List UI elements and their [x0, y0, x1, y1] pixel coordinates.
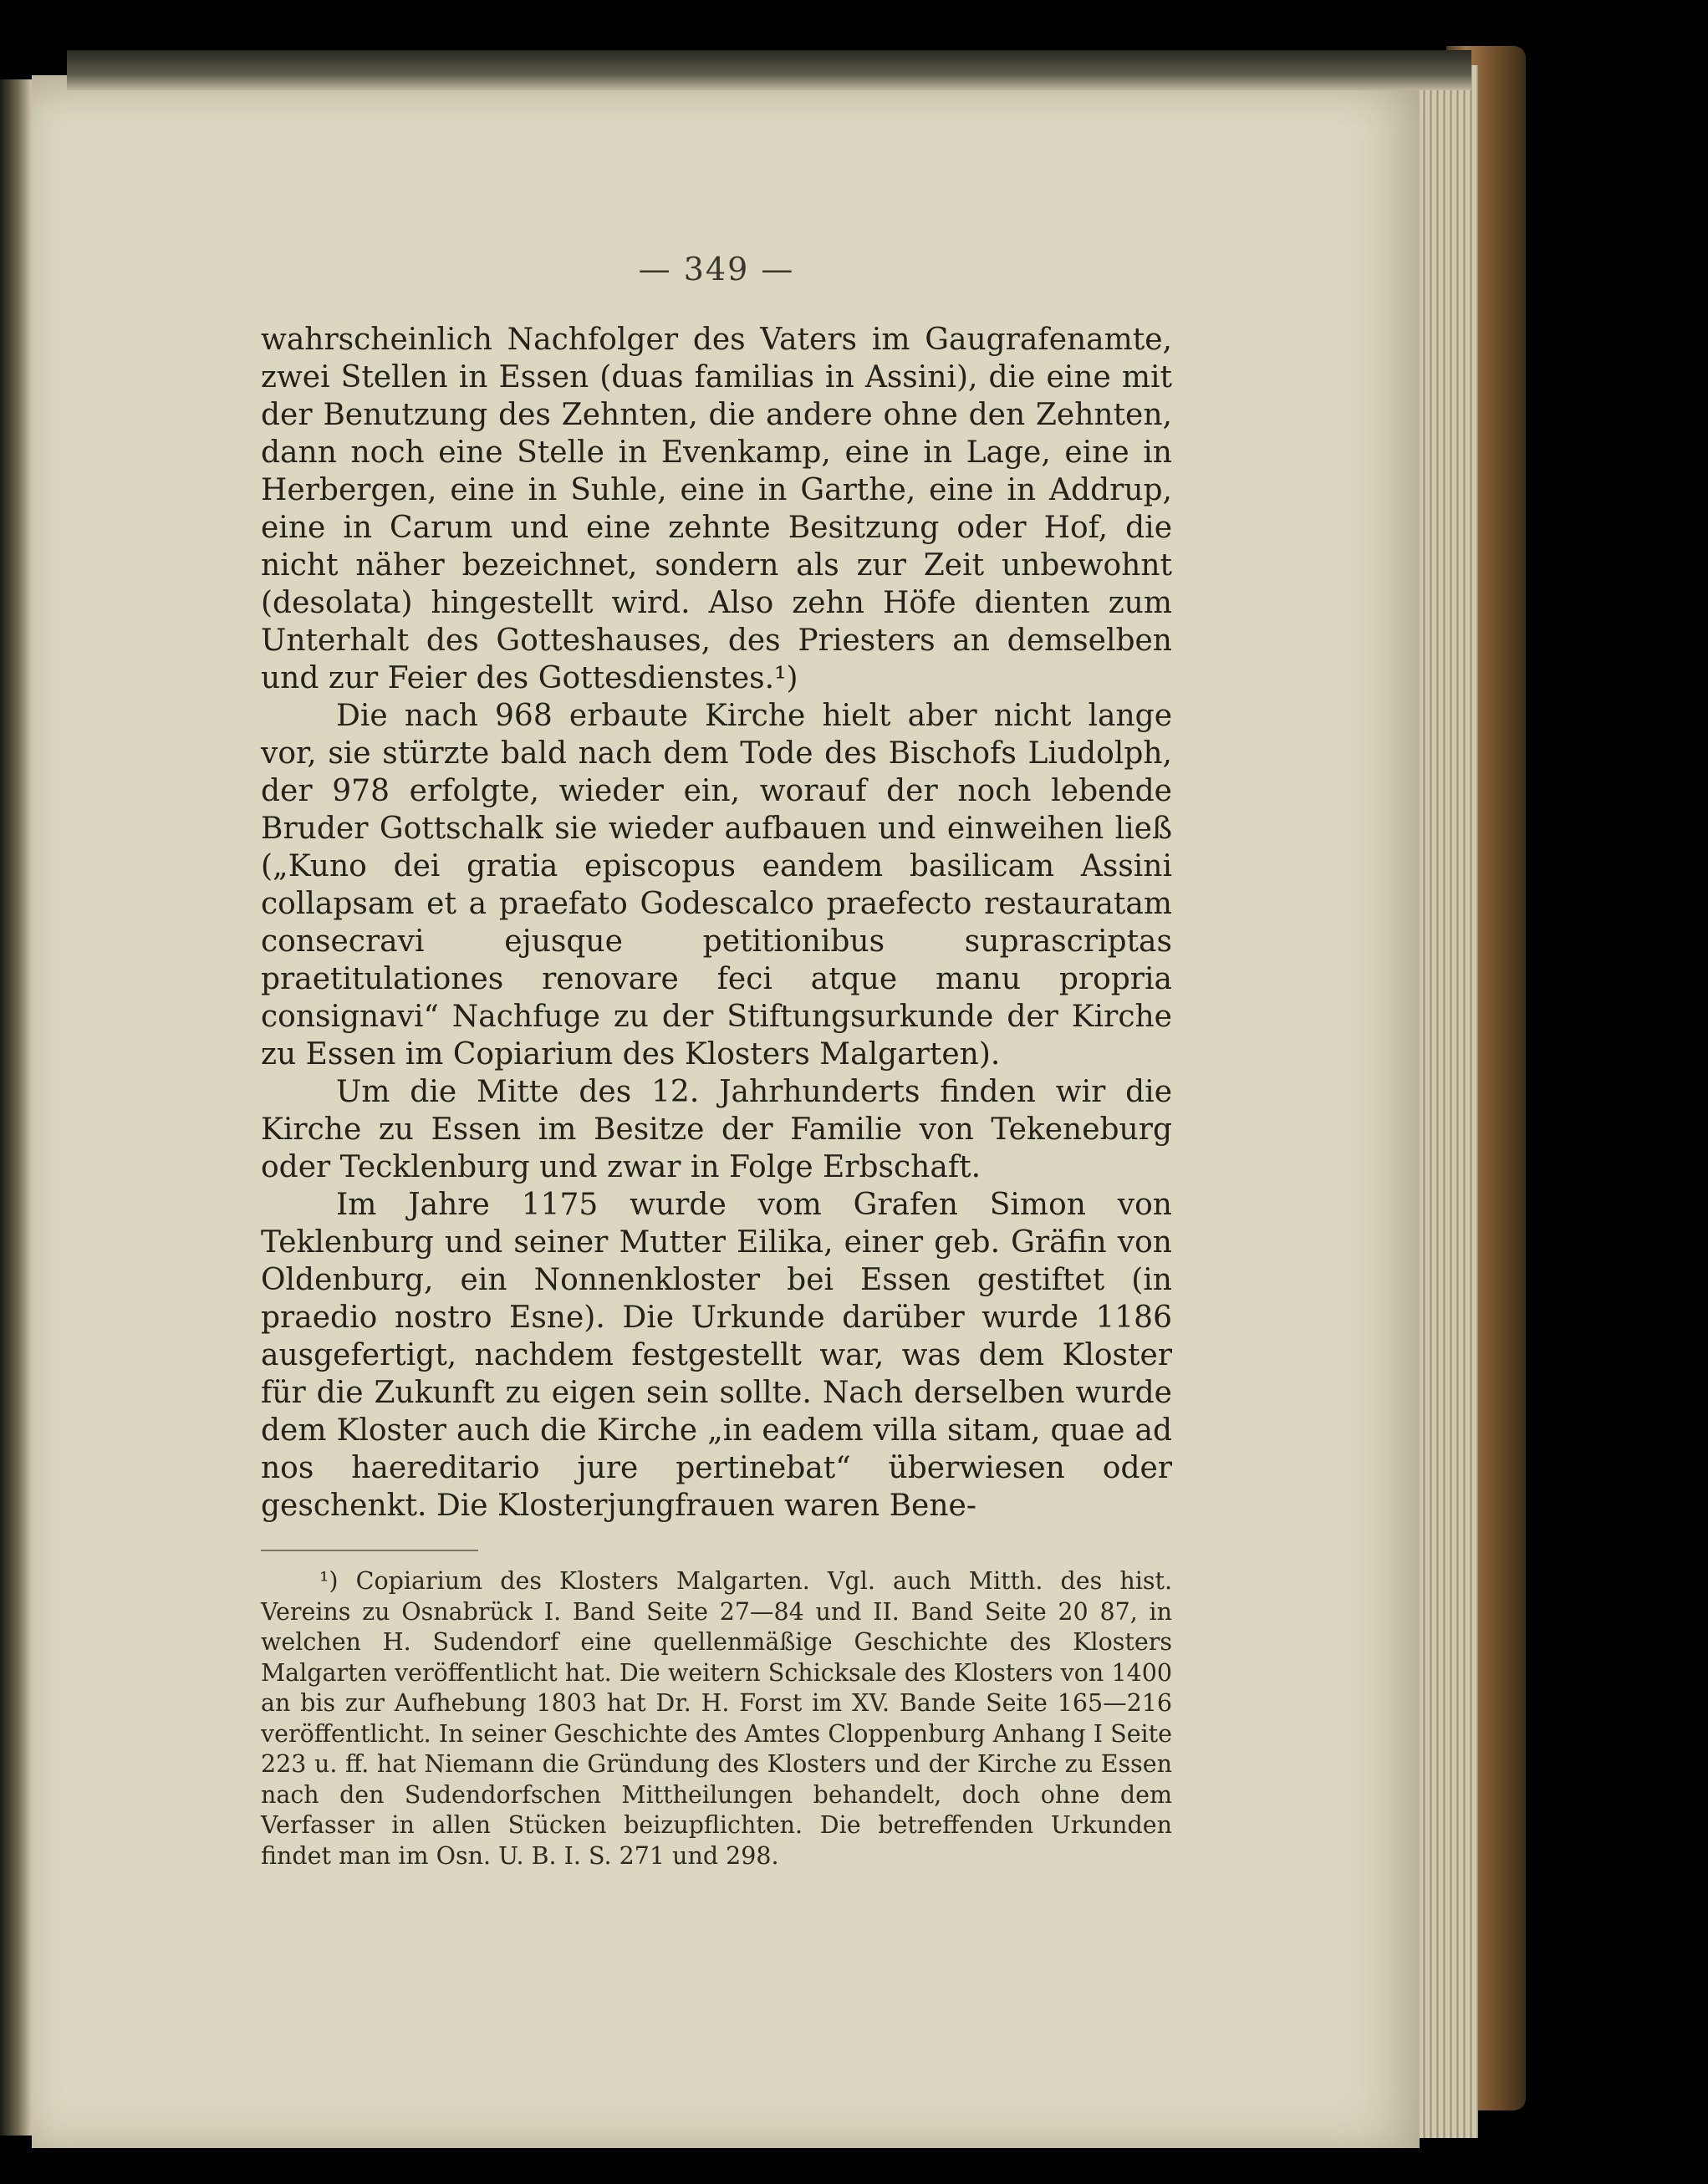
book-left-edge: [0, 79, 32, 2136]
paragraph: Die nach 968 erbaute Kirche hielt aber nicht lange vor, sie stürzte bald nach dem Tode des Bischofs Liudolph, der 978 erfolgte, wieder ein, worauf der noch lebende Bruder Gottschalk sie wieder aufbauen und einweihen ließ („Kuno dei gratia episcopus eandem basilicam Assini collapsam et a praefato Godescalco praefecto restauratam consecravi ejusque petitionibus suprascriptas praetitulationes renovare feci atque manu propria consignavi“ Nachfuge zu der Stiftungsurkunde der Kirche zu Essen im Copiarium des Klosters Malgarten).: [261, 699, 1172, 1072]
page-stack-edge: [1420, 65, 1478, 2138]
footnotes: [261, 1566, 1172, 1871]
body-text: [261, 321, 1172, 1525]
paragraph: Um die Mitte des 12. Jahrhunderts finden wir die Kirche zu Essen im Besitze der Familie von Tekeneburg oder Tecklenburg und zwar in Folge Erbschaft.: [261, 1075, 1172, 1184]
footnote-divider: [261, 1550, 478, 1551]
footnote: ¹) Copiarium des Klosters Malgarten. Vgl. auch Mitth. des hist. Vereins zu Osnabrück I. Band Seite 27—84 und II. Band Seite 20 87, in welchen H. Sudendorf eine quellenmäßige Geschichte des Klosters Malgarten veröffentlicht hat. Die weitern Schicksale des Klosters von 1400 an bis zur Aufhebung 1803 hat Dr. H. Forst im XV. Bande Seite 165—216 veröffentlicht. In seiner Geschichte des Amtes Cloppenburg Anhang I Seite 223 u. ff. hat Niemann die Gründung des Klosters und der Kirche zu Essen nach den Sudendorfschen Mittheilungen behandelt, doch ohne dem Verfasser in allen Stücken beizupflichten. Die betreffenden Urkunden findet man im Osn. U. B. I. S. 271 und 298.: [261, 1567, 1172, 1870]
page-top-edge: [67, 50, 1471, 90]
paragraph: wahrscheinlich Nachfolger des Vaters im Gaugrafenamte, zwei Stellen in Essen (duas familias in Assini), die eine mit der Benutzung des Zehnten, die andere ohne den Zehnten, dann noch eine Stelle in Evenkamp, eine in Lage, eine in Herbergen, eine in Suhle, eine in Garthe, eine in Addrup, eine in Carum und eine zehnte Besitzung oder Hof, die nicht näher bezeichnet, sondern als zur Zeit unbewohnt (desolata) hingestellt wird. Also zehn Höfe dienten zum Unterhalt des Gotteshauses, des Priesters an demselben und zur Feier des Gottesdienstes.¹): [261, 323, 1172, 695]
page-number: — 349 —: [638, 251, 795, 288]
page-content: [261, 251, 1172, 1871]
paragraph: Im Jahre 1175 wurde vom Grafen Simon von Teklenburg und seiner Mutter Eilika, einer geb. Gräfin von Oldenburg, ein Nonnenkloster bei Essen gestiftet (in praedio nostro Esne). Die Urkunde darüber wurde 1186 ausgefertigt, nachdem festgestellt war, was dem Kloster für die Zukunft zu eigen sein sollte. Nach derselben wurde dem Kloster auch die Kirche „in eadem villa sitam, quae ad nos haereditario jure pertinebat“ überwiesen oder geschenkt. Die Klosterjungfrauen waren Bene-: [261, 1188, 1172, 1523]
